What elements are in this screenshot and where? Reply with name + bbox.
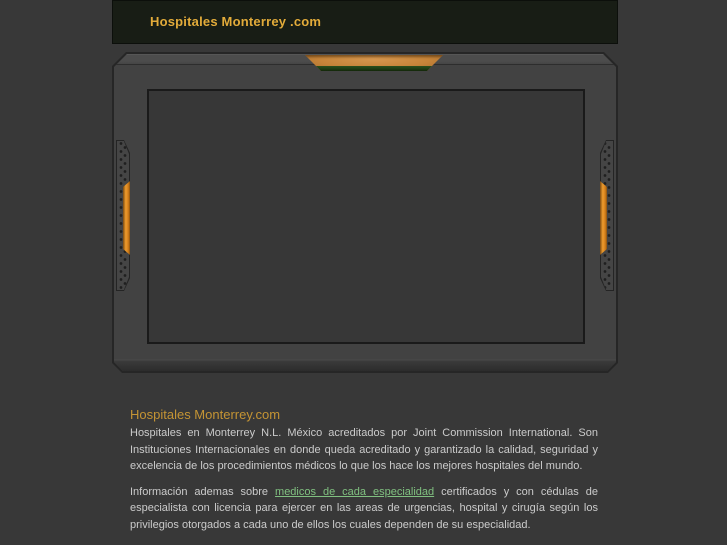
right-grip [600,140,614,291]
specialists-paragraph [130,484,598,534]
intro-paragraph: Hospitales en Monterrey N.L. México acreditados por Joint Commission International. Son Instituciones Internacionales en donde queda acreditado y garantizado la calidad, seguridad y excelencia de los procedimientos médicos lo que los hace los mejores hospitales del mundo. [130,427,598,472]
especialidad-link[interactable]: medicos de cada especialidad [275,485,435,498]
device-notch [305,55,443,71]
device-frame-face [114,54,616,371]
left-orange-stripe [123,181,130,255]
site-title: Hospitales Monterrey .com [150,14,322,29]
header-bar [112,0,618,44]
main-content [130,407,598,533]
device-bottom-bevel [114,359,616,371]
device-screen [147,89,585,344]
paragraph2-after: certificados y con cédulas de especialista con licencia para ejercer en las areas de urgencias, hospital y cirugía según los privilegios otorgados a cada uno de ellos los cuales dependen de su especialidad. [130,485,598,531]
content-heading: Hospitales Monterrey.com [130,407,281,422]
left-grip [116,140,130,291]
device-frame [112,52,618,373]
right-orange-stripe [600,181,607,255]
notch-green-strip [305,66,443,71]
paragraph2-before: Información ademas sobre [130,485,276,498]
